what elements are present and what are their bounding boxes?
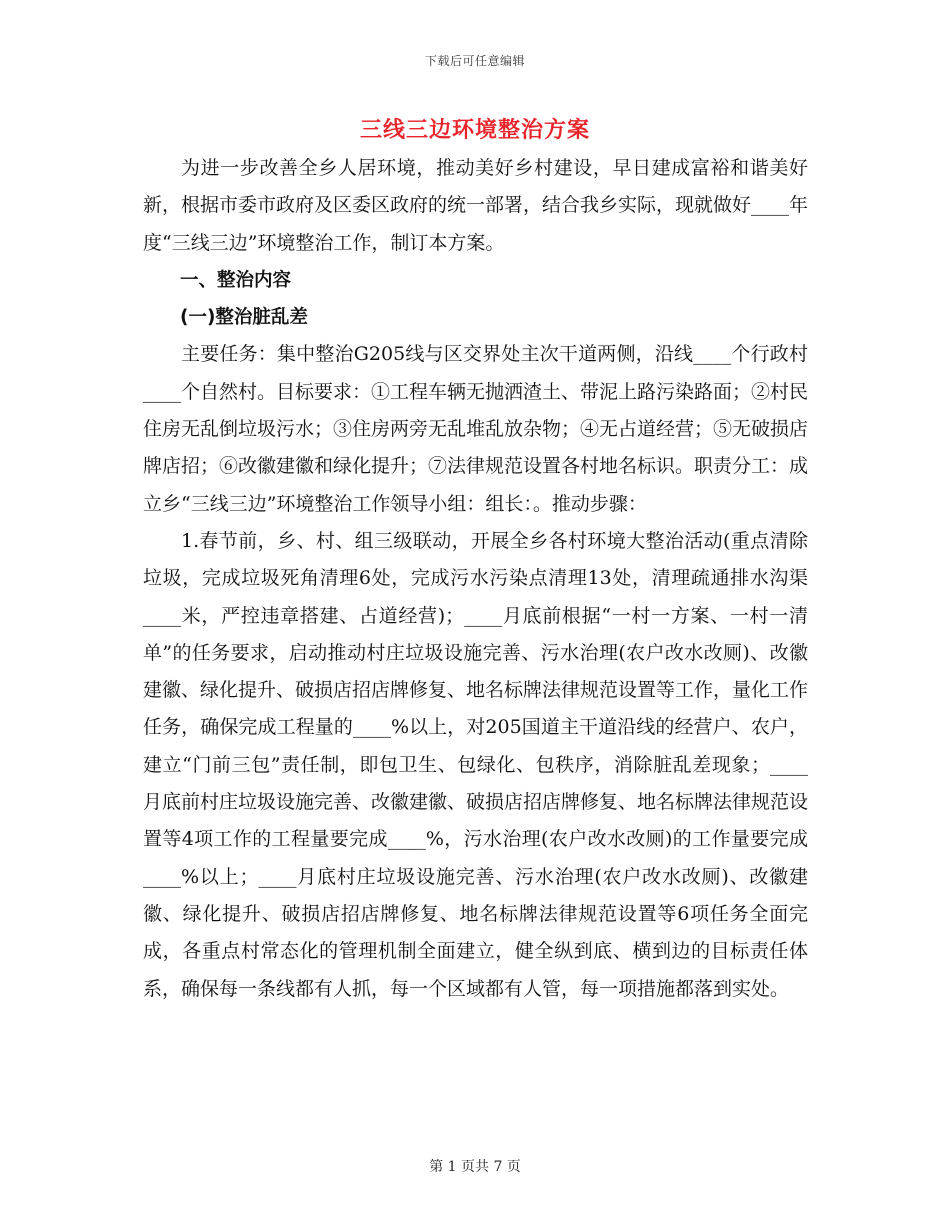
page-number-footer: 第 1 页共 7 页 (429, 1159, 521, 1175)
main-tasks-paragraph: 主要任务：集中整治G205线与区交界处主次干道两侧，沿线____个行政村____个自然村。目标要求：①工程车辆无抛洒渣土、带泥上路污染路面；②村民住房无乱倒垃圾污水；③住房两旁无乱堆乱放杂物；④无占道经营；⑤无破损店牌店招；⑥改徽建徽和绿化提升；⑦法律规范设置各村地名标识。职责分工：成立乡“三线三边”环境整治工作领导小组：组长：。推动步骤： (143, 343, 809, 515)
document-title: 三线三边环境整治方案 (359, 117, 590, 143)
page-header-note: 下载后可任意编辑 (424, 54, 525, 68)
intro-paragraph: 为进一步改善全乡人居环境，推动美好乡村建设，早日建成富裕和谐美好新，根据市委市政府及区委区政府的统一部署，结合我乡实际，现就做好____年度“三线三边”环境整治工作，制订本方案。 (143, 157, 809, 254)
subsection-heading: (一)整治脏乱差 (180, 307, 308, 329)
section-heading: 一、整治内容 (180, 269, 292, 291)
document-body (143, 150, 808, 1008)
steps-paragraph: 1.春节前，乡、村、组三级联动，开展全乡各村环境大整治活动(重点清除垃圾，完成垃圾死角清理6处，完成污水污染点清理13处，清理疏通排水沟渠____米，严控违章搭建、占道经营)；____月底前根据“一村一方案、一村一清单”的任务要求，启动推动村庄垃圾设施完善、污水治理(农户改水改厕)、改徽建徽、绿化提升、破损店招店牌修复、地名标牌法律规范设置等工作，量化工作任务，确保完成工程量的____%以上，对205国道主干道沿线的经营户、农户，建立“门前三包”责任制，即包卫生、包绿化、包秩序，消除脏乱差现象；____月底前村庄垃圾设施完善、改徽建徽、破损店招店牌修复、地名标牌法律规范设置等4项工作的工程量要完成____%，污水治理(农户改水改厕)的工作量要完成____%以上；____月底村庄垃圾设施完善、污水治理(农户改水改厕)、改徽建徽、绿化提升、破损店招店牌修复、地名标牌法律规范设置等6项任务全面完成，各重点村常态化的管理机制全面建立，健全纵到底、横到边的目标责任体系，确保每一条线都有人抓，每一个区域都有人管，每一项措施都落到实处。 (143, 529, 809, 1000)
